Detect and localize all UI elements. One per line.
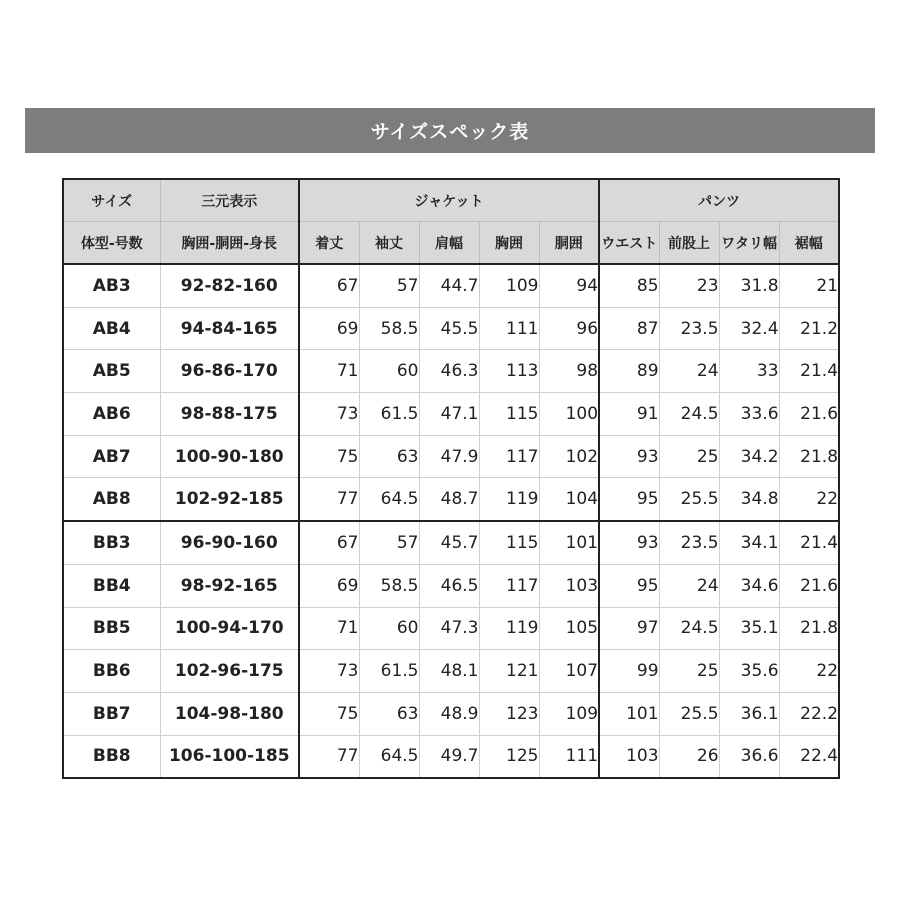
header-dims-sub: 胸囲-胴囲-身長 <box>160 222 299 265</box>
header-pants-col: ウエスト <box>599 222 659 265</box>
dims-cell: 104-98-180 <box>160 692 299 735</box>
table-row <box>63 650 839 693</box>
pants-value-cell: 21.2 <box>779 307 839 350</box>
jacket-value-cell: 96 <box>539 307 599 350</box>
jacket-value-cell: 100 <box>539 393 599 436</box>
jacket-value-cell: 119 <box>479 478 539 521</box>
jacket-value-cell: 117 <box>479 435 539 478</box>
header-jacket-col: 袖丈 <box>359 222 419 265</box>
dims-cell: 102-96-175 <box>160 650 299 693</box>
pants-value-cell: 36.1 <box>719 692 779 735</box>
table-row <box>63 307 839 350</box>
jacket-value-cell: 105 <box>539 607 599 650</box>
dims-cell: 100-90-180 <box>160 435 299 478</box>
pants-value-cell: 21.8 <box>779 607 839 650</box>
size-cell: BB8 <box>63 735 160 778</box>
jacket-value-cell: 63 <box>359 692 419 735</box>
jacket-value-cell: 58.5 <box>359 564 419 607</box>
pants-value-cell: 85 <box>599 264 659 307</box>
jacket-value-cell: 73 <box>299 393 359 436</box>
header-jacket-col: 着丈 <box>299 222 359 265</box>
pants-value-cell: 95 <box>599 564 659 607</box>
jacket-value-cell: 47.9 <box>419 435 479 478</box>
size-cell: BB6 <box>63 650 160 693</box>
size-cell: AB7 <box>63 435 160 478</box>
table-row <box>63 521 839 564</box>
size-cell: AB3 <box>63 264 160 307</box>
jacket-value-cell: 117 <box>479 564 539 607</box>
pants-value-cell: 31.8 <box>719 264 779 307</box>
table-row <box>63 692 839 735</box>
jacket-value-cell: 49.7 <box>419 735 479 778</box>
pants-value-cell: 24.5 <box>659 607 719 650</box>
jacket-value-cell: 125 <box>479 735 539 778</box>
header-size: サイズ <box>63 179 160 222</box>
pants-value-cell: 34.6 <box>719 564 779 607</box>
pants-value-cell: 34.8 <box>719 478 779 521</box>
pants-value-cell: 87 <box>599 307 659 350</box>
header-row-sub <box>63 222 839 265</box>
table-row <box>63 350 839 393</box>
pants-value-cell: 93 <box>599 521 659 564</box>
header-body-type: 体型-号数 <box>63 222 160 265</box>
jacket-value-cell: 48.9 <box>419 692 479 735</box>
pants-value-cell: 33 <box>719 350 779 393</box>
table-row <box>63 393 839 436</box>
header-jacket: ジャケット <box>299 179 599 222</box>
pants-value-cell: 35.6 <box>719 650 779 693</box>
jacket-value-cell: 69 <box>299 564 359 607</box>
pants-value-cell: 24 <box>659 564 719 607</box>
jacket-value-cell: 115 <box>479 521 539 564</box>
size-cell: BB4 <box>63 564 160 607</box>
header-pants-col: 裾幅 <box>779 222 839 265</box>
jacket-value-cell: 61.5 <box>359 393 419 436</box>
jacket-value-cell: 48.1 <box>419 650 479 693</box>
jacket-value-cell: 77 <box>299 735 359 778</box>
pants-value-cell: 32.4 <box>719 307 779 350</box>
pants-value-cell: 23 <box>659 264 719 307</box>
header-pants-col: 前股上 <box>659 222 719 265</box>
pants-value-cell: 21.4 <box>779 521 839 564</box>
size-cell: AB5 <box>63 350 160 393</box>
jacket-value-cell: 64.5 <box>359 478 419 521</box>
jacket-value-cell: 121 <box>479 650 539 693</box>
dims-cell: 92-82-160 <box>160 264 299 307</box>
pants-value-cell: 97 <box>599 607 659 650</box>
header-pants: パンツ <box>599 179 839 222</box>
jacket-value-cell: 47.1 <box>419 393 479 436</box>
jacket-value-cell: 103 <box>539 564 599 607</box>
pants-value-cell: 24.5 <box>659 393 719 436</box>
dims-cell: 102-92-185 <box>160 478 299 521</box>
pants-value-cell: 36.6 <box>719 735 779 778</box>
jacket-value-cell: 98 <box>539 350 599 393</box>
size-cell: AB4 <box>63 307 160 350</box>
page-title: サイズスペック表 <box>370 121 530 143</box>
pants-value-cell: 35.1 <box>719 607 779 650</box>
pants-value-cell: 21 <box>779 264 839 307</box>
pants-value-cell: 23.5 <box>659 307 719 350</box>
table-row <box>63 735 839 778</box>
jacket-value-cell: 102 <box>539 435 599 478</box>
size-cell: AB8 <box>63 478 160 521</box>
pants-value-cell: 22.4 <box>779 735 839 778</box>
size-cell: BB5 <box>63 607 160 650</box>
table-row <box>63 264 839 307</box>
pants-value-cell: 34.2 <box>719 435 779 478</box>
pants-value-cell: 22 <box>779 650 839 693</box>
jacket-value-cell: 58.5 <box>359 307 419 350</box>
size-spec-table <box>62 178 840 779</box>
jacket-value-cell: 104 <box>539 478 599 521</box>
header-dims: 三元表示 <box>160 179 299 222</box>
table-row <box>63 564 839 607</box>
header-pants-col: ワタリ幅 <box>719 222 779 265</box>
jacket-value-cell: 94 <box>539 264 599 307</box>
jacket-value-cell: 109 <box>539 692 599 735</box>
pants-value-cell: 95 <box>599 478 659 521</box>
pants-value-cell: 89 <box>599 350 659 393</box>
jacket-value-cell: 67 <box>299 264 359 307</box>
pants-value-cell: 91 <box>599 393 659 436</box>
pants-value-cell: 99 <box>599 650 659 693</box>
dims-cell: 96-86-170 <box>160 350 299 393</box>
pants-value-cell: 23.5 <box>659 521 719 564</box>
jacket-value-cell: 107 <box>539 650 599 693</box>
jacket-value-cell: 115 <box>479 393 539 436</box>
pants-value-cell: 22.2 <box>779 692 839 735</box>
pants-value-cell: 93 <box>599 435 659 478</box>
jacket-value-cell: 113 <box>479 350 539 393</box>
jacket-value-cell: 47.3 <box>419 607 479 650</box>
jacket-value-cell: 119 <box>479 607 539 650</box>
jacket-value-cell: 67 <box>299 521 359 564</box>
jacket-value-cell: 123 <box>479 692 539 735</box>
jacket-value-cell: 111 <box>539 735 599 778</box>
jacket-value-cell: 109 <box>479 264 539 307</box>
pants-value-cell: 25 <box>659 435 719 478</box>
jacket-value-cell: 48.7 <box>419 478 479 521</box>
jacket-value-cell: 73 <box>299 650 359 693</box>
jacket-value-cell: 61.5 <box>359 650 419 693</box>
jacket-value-cell: 69 <box>299 307 359 350</box>
pants-value-cell: 22 <box>779 478 839 521</box>
pants-value-cell: 26 <box>659 735 719 778</box>
table-row <box>63 478 839 521</box>
jacket-value-cell: 45.7 <box>419 521 479 564</box>
jacket-value-cell: 75 <box>299 692 359 735</box>
dims-cell: 106-100-185 <box>160 735 299 778</box>
dims-cell: 100-94-170 <box>160 607 299 650</box>
header-jacket-col: 胴囲 <box>539 222 599 265</box>
jacket-value-cell: 111 <box>479 307 539 350</box>
dims-cell: 98-92-165 <box>160 564 299 607</box>
page-title-banner <box>25 108 875 153</box>
dims-cell: 96-90-160 <box>160 521 299 564</box>
jacket-value-cell: 45.5 <box>419 307 479 350</box>
pants-value-cell: 21.4 <box>779 350 839 393</box>
jacket-value-cell: 64.5 <box>359 735 419 778</box>
table-row <box>63 607 839 650</box>
jacket-value-cell: 75 <box>299 435 359 478</box>
table-row <box>63 435 839 478</box>
pants-value-cell: 21.8 <box>779 435 839 478</box>
jacket-value-cell: 44.7 <box>419 264 479 307</box>
jacket-value-cell: 60 <box>359 350 419 393</box>
pants-value-cell: 21.6 <box>779 564 839 607</box>
jacket-value-cell: 101 <box>539 521 599 564</box>
dims-cell: 98-88-175 <box>160 393 299 436</box>
pants-value-cell: 24 <box>659 350 719 393</box>
table-body <box>63 264 839 778</box>
header-jacket-col: 肩幅 <box>419 222 479 265</box>
jacket-value-cell: 57 <box>359 264 419 307</box>
pants-value-cell: 103 <box>599 735 659 778</box>
pants-value-cell: 25.5 <box>659 478 719 521</box>
size-cell: AB6 <box>63 393 160 436</box>
jacket-value-cell: 63 <box>359 435 419 478</box>
size-cell: BB3 <box>63 521 160 564</box>
pants-value-cell: 33.6 <box>719 393 779 436</box>
jacket-value-cell: 57 <box>359 521 419 564</box>
header-jacket-col: 胸囲 <box>479 222 539 265</box>
header-row-top <box>63 179 839 222</box>
jacket-value-cell: 71 <box>299 350 359 393</box>
jacket-value-cell: 60 <box>359 607 419 650</box>
jacket-value-cell: 46.3 <box>419 350 479 393</box>
size-cell: BB7 <box>63 692 160 735</box>
jacket-value-cell: 46.5 <box>419 564 479 607</box>
jacket-value-cell: 71 <box>299 607 359 650</box>
dims-cell: 94-84-165 <box>160 307 299 350</box>
pants-value-cell: 25 <box>659 650 719 693</box>
jacket-value-cell: 77 <box>299 478 359 521</box>
pants-value-cell: 21.6 <box>779 393 839 436</box>
pants-value-cell: 25.5 <box>659 692 719 735</box>
pants-value-cell: 101 <box>599 692 659 735</box>
pants-value-cell: 34.1 <box>719 521 779 564</box>
